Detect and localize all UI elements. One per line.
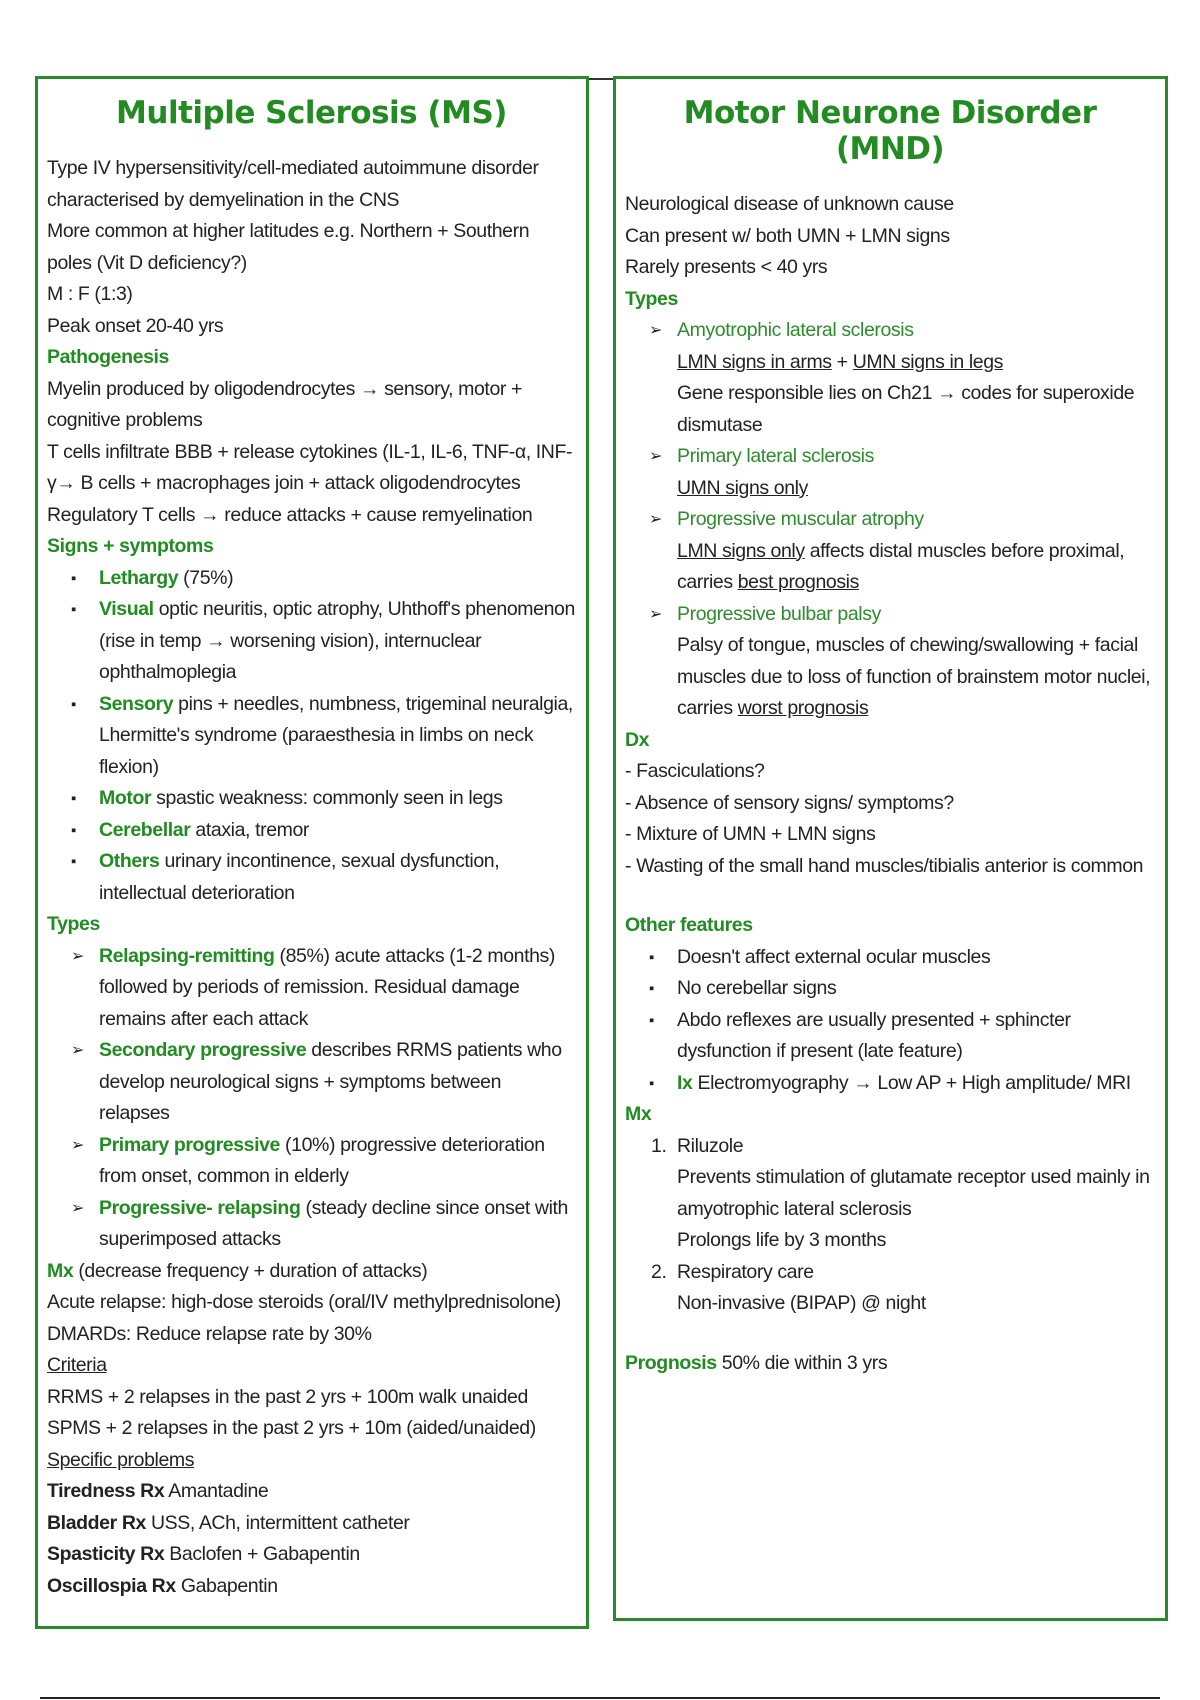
ms-types-list xyxy=(47,941,576,1256)
mx-number: 2. xyxy=(651,1260,667,1283)
type-text: describes RRMS patients who develop neurological signs + symptoms between relapses xyxy=(99,1039,562,1124)
specific-label: Spasticity Rx xyxy=(47,1543,165,1565)
mnd-dx-line: - Fasciculations? xyxy=(625,760,765,782)
mnd-dx-line: - Absence of sensory signs/ symptoms? xyxy=(625,791,954,814)
type-text: Gene responsible lies on Ch21 → codes for superoxide dismutase xyxy=(677,382,1135,436)
ms-pathogenesis-line: Regulatory T cells → reduce attacks + cause remyelination xyxy=(47,503,533,526)
ms-pathogenesis-line: T cells infiltrate BBB + release cytokines (IL-1, IL-6, TNF-α, INF-γ→ B cells + macrophages join + attack oligodendrocytes xyxy=(47,440,573,494)
ms-type-item xyxy=(47,1035,576,1130)
type-label: Progressive- relapsing xyxy=(99,1196,301,1219)
panel-connector-line xyxy=(589,78,613,80)
mnd-other-item: ▪ Doesn't affect external ocular muscles xyxy=(625,942,1155,974)
mnd-dx-heading: Dx xyxy=(625,728,650,751)
ms-intro-line: More common at higher latitudes e.g. Northern + Southern poles (Vit D deficiency?) xyxy=(47,220,530,274)
sign-text: pins + needles, numbness, trigeminal neuralgia, Lhermitte's syndrome (paraesthesia in limbs on neck flexion) xyxy=(99,692,573,778)
prognosis-text: 50% die within 3 yrs xyxy=(716,1351,888,1374)
spacer xyxy=(625,882,1155,910)
sign-label: Others xyxy=(99,850,160,872)
ms-intro-line: M : F (1:3) xyxy=(47,283,133,305)
sign-label: Visual xyxy=(99,598,154,620)
ms-specific-line xyxy=(47,1539,576,1571)
bottom-rule xyxy=(40,1697,1160,1699)
mnd-type-item xyxy=(625,504,1155,599)
mnd-content xyxy=(625,189,1155,1379)
ms-mx-heading: Mx xyxy=(47,1259,74,1282)
mnd-mx-heading: Mx xyxy=(625,1103,652,1125)
ms-pathogenesis-heading: Pathogenesis xyxy=(47,346,169,368)
spacer xyxy=(625,1320,1155,1348)
type-label: Primary lateral sclerosis xyxy=(677,445,874,467)
type-text: (steady decline since onset with superimposed attacks xyxy=(99,1196,569,1250)
type-label: Secondary progressive xyxy=(99,1039,307,1061)
mnd-other-item xyxy=(625,1068,1155,1100)
ms-types-heading: Types xyxy=(47,913,100,935)
sign-text: optic neuritis, optic atrophy, Uhthoff's phenomenon (rise in temp → worsening vision), internuclear ophthalmoplegia xyxy=(99,598,575,683)
ms-criteria-line: RRMS + 2 relapses in the past 2 yrs + 100m walk unaided xyxy=(47,1385,528,1408)
mnd-type-item xyxy=(625,599,1155,725)
ms-type-item xyxy=(47,941,576,1036)
ms-signs-list xyxy=(47,563,576,910)
specific-label: Bladder Rx xyxy=(47,1511,146,1534)
type-underlined: best prognosis xyxy=(737,571,859,593)
sign-label: Sensory xyxy=(99,692,174,715)
type-text: + xyxy=(831,350,853,373)
ms-pathogenesis-line: Myelin produced by oligodendrocytes → sensory, motor + cognitive problems xyxy=(47,377,522,431)
ms-intro-line: Type IV hypersensitivity/cell-mediated autoimmune disorder characterised by demyelination in the CNS xyxy=(47,157,539,211)
prognosis-label: Prognosis xyxy=(625,1351,717,1374)
ix-label: Ix xyxy=(677,1071,693,1094)
type-underlined: LMN signs in arms xyxy=(677,350,832,373)
ms-sign-item xyxy=(47,783,576,815)
mnd-mx-item xyxy=(625,1131,1155,1257)
mnd-type-item xyxy=(625,441,1155,504)
mnd-panel xyxy=(613,76,1168,1621)
ms-panel xyxy=(35,76,589,1629)
mnd-mx-list xyxy=(625,1131,1155,1320)
mnd-intro-line: Can present w/ both UMN + LMN signs xyxy=(625,224,950,247)
mx-title: Riluzole xyxy=(677,1134,744,1157)
mx-line: Prolongs life by 3 months xyxy=(677,1229,886,1251)
ms-type-item xyxy=(47,1193,576,1256)
ms-specific-line xyxy=(47,1508,576,1540)
ms-criteria-line: SPMS + 2 relapses in the past 2 yrs + 10m (aided/unaided) xyxy=(47,1417,536,1439)
ms-title: Multiple Sclerosis (MS) xyxy=(116,95,507,131)
ms-specific-line xyxy=(47,1571,576,1603)
ms-specific-heading: Specific problems xyxy=(47,1448,195,1471)
mx-number: 1. xyxy=(651,1134,667,1157)
ms-sign-item xyxy=(47,846,576,909)
specific-text: Gabapentin xyxy=(175,1574,278,1597)
mx-line: Non-invasive (BIPAP) @ night xyxy=(677,1292,926,1314)
mnd-mx-item xyxy=(625,1257,1155,1320)
ms-mx-heading-line xyxy=(47,1256,576,1288)
mnd-prognosis xyxy=(625,1348,1155,1380)
ix-text: Electromyography → Low AP + High amplitude/ MRI xyxy=(692,1071,1131,1094)
type-underlined: worst prognosis xyxy=(737,697,869,719)
sign-text: urinary incontinence, sexual dysfunction, intellectual deterioration xyxy=(99,850,500,904)
ms-mx-line: Acute relapse: high-dose steroids (oral/IV methylprednisolone) xyxy=(47,1291,561,1313)
specific-text: USS, ACh, intermittent catheter xyxy=(145,1511,410,1534)
ms-sign-item xyxy=(47,563,576,595)
sign-text: ataxia, tremor xyxy=(190,818,310,841)
mnd-other-list xyxy=(625,942,1155,1100)
specific-text: Amantadine xyxy=(164,1480,269,1502)
type-text: (85%) acute attacks (1-2 months) followed by periods of remission. Residual damage remains after each attack xyxy=(99,944,555,1030)
mnd-intro-line: Rarely presents < 40 yrs xyxy=(625,256,828,278)
specific-label: Tiredness Rx xyxy=(47,1480,165,1502)
mnd-type-item xyxy=(625,315,1155,441)
ms-mx-note: (decrease frequency + duration of attacks) xyxy=(73,1259,428,1282)
mnd-other-item: ▪ No cerebellar signs xyxy=(625,973,1155,1005)
sign-text: spastic weakness: commonly seen in legs xyxy=(151,787,503,809)
type-text: affects distal muscles before proximal, carries xyxy=(677,539,1125,593)
ms-criteria-heading: Criteria xyxy=(47,1354,107,1376)
ms-signs-heading: Signs + symptoms xyxy=(47,535,214,557)
ms-sign-item xyxy=(47,689,576,784)
mnd-other-item: ▪ Abdo reflexes are usually presented + sphincter dysfunction if present (late feature) xyxy=(625,1005,1155,1068)
ms-mx-line: DMARDs: Reduce relapse rate by 30% xyxy=(47,1322,372,1345)
specific-text: Baclofen + Gabapentin xyxy=(164,1543,360,1565)
mnd-other-heading: Other features xyxy=(625,914,753,936)
ms-sign-item xyxy=(47,815,576,847)
mnd-types-list xyxy=(625,315,1155,725)
sign-label: Motor xyxy=(99,787,152,809)
type-text: (10%) progressive deterioration from onset, common in elderly xyxy=(99,1133,545,1187)
mnd-intro-line: Neurological disease of unknown cause xyxy=(625,193,954,215)
sign-label: Lethargy xyxy=(99,566,179,589)
type-underlined: UMN signs in legs xyxy=(852,350,1004,373)
type-label: Primary progressive xyxy=(99,1133,281,1156)
sign-text: (75%) xyxy=(178,566,234,589)
ms-specific-line xyxy=(47,1476,576,1508)
ms-type-item xyxy=(47,1130,576,1193)
type-label: Relapsing-remitting xyxy=(99,944,275,967)
type-underlined: UMN signs only xyxy=(677,476,808,499)
mnd-dx-line: - Wasting of the small hand muscles/tibialis anterior is common xyxy=(625,854,1144,877)
mx-line: Prevents stimulation of glutamate receptor used mainly in amyotrophic lateral sclerosis xyxy=(677,1166,1150,1220)
mx-title: Respiratory care xyxy=(677,1260,814,1283)
mnd-types-heading: Types xyxy=(625,287,678,310)
specific-label: Oscillospia Rx xyxy=(47,1574,176,1597)
ms-content xyxy=(47,153,576,1602)
mnd-dx-line: - Mixture of UMN + LMN signs xyxy=(625,823,876,845)
ms-sign-item xyxy=(47,594,576,689)
type-label: Progressive muscular atrophy xyxy=(677,508,924,530)
type-underlined: LMN signs only xyxy=(677,539,805,562)
type-label: Progressive bulbar palsy xyxy=(677,602,881,625)
type-label: Amyotrophic lateral sclerosis xyxy=(677,319,914,341)
sign-label: Cerebellar xyxy=(99,818,191,841)
ms-intro-line: Peak onset 20-40 yrs xyxy=(47,314,224,337)
type-text: Palsy of tongue, muscles of chewing/swallowing + facial muscles due to loss of function of brainstem motor nuclei, carries xyxy=(677,634,1151,719)
mnd-title: Motor Neurone Disorder (MND) xyxy=(683,95,1097,167)
